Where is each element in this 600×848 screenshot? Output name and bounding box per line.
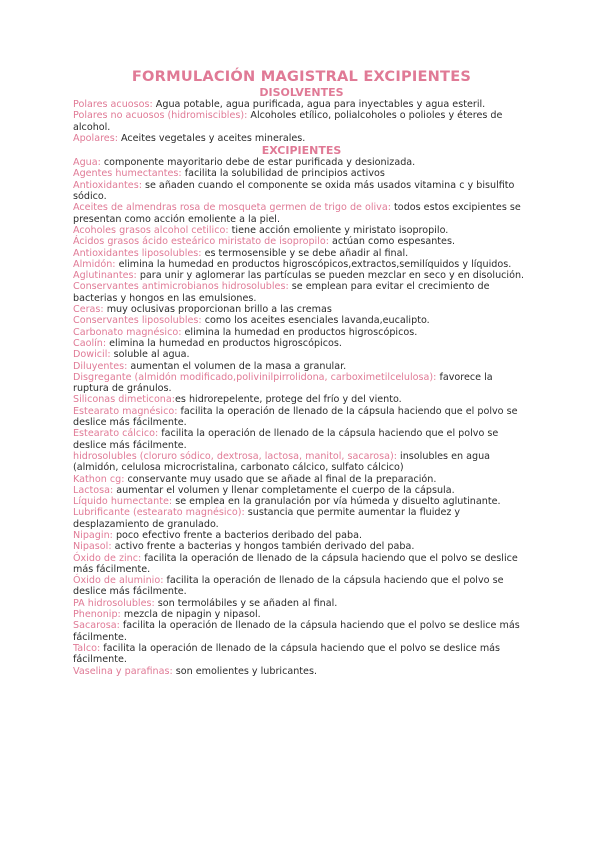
entry-text: para unir y aglomerar las partículas se pueden mezclar en seco y en disolución. [136, 270, 525, 282]
entry-text: poco efectivo frente a bacterios deribado del paba. [112, 529, 363, 541]
entry-term: Dowicil: [73, 349, 111, 361]
entry-text: facilita la solubilidad de principios activos [181, 168, 385, 180]
entry [73, 99, 530, 110]
entry-term: Aglutinantes: [73, 270, 137, 282]
entry-term: Talco: [73, 642, 101, 654]
entry-text: todos estos excipientes se presentan como acción emoliente a la piel. [73, 202, 521, 225]
document-body [73, 86, 530, 677]
entry [73, 110, 530, 133]
entry-term: Estearato cálcico: [73, 428, 159, 440]
entry-term: Agua: [73, 157, 101, 169]
entry-term: Apolares: [73, 132, 118, 144]
entry-text: aumentar el volumen y llenar completamente el cuerpo de la cápsula. [113, 484, 455, 496]
entry-term: Nipagin: [73, 529, 113, 541]
document-title: FORMULACIÓN MAGISTRAL EXCIPIENTES [131, 68, 472, 85]
entry-term: hidrosolubles (cloruro sódico, dextrosa, lactosa, manitol, sacarosa): [73, 450, 397, 462]
entry [73, 428, 530, 451]
entry [73, 248, 530, 259]
entry [73, 598, 530, 609]
entry-text: se emplean para evitar el crecimiento de bacterias y hongos en las emulsiones. [73, 281, 490, 304]
entry-term: Diluyentes: [73, 360, 128, 372]
entry-term: Agentes humectantes: [73, 168, 182, 180]
entry-text: facilita la operación de llenado de la cápsula haciendo que el polvo se deslice más fácilmente. [73, 575, 504, 598]
entry [73, 180, 530, 203]
entry [73, 338, 530, 349]
entry [73, 259, 530, 270]
entry-term: Conservantes liposolubles: [73, 315, 202, 327]
entry-text: elimina la humedad en productos higroscópicos. [106, 337, 342, 349]
entry-term: Lactosa: [73, 484, 114, 496]
entry-text: componente mayoritario debe de estar purificada y desionizada. [100, 157, 416, 169]
entry [73, 361, 530, 372]
entry [73, 168, 530, 179]
entry-text: elimina la humedad en productos higroscópicos,extractos,semilíquidos y líquidos. [115, 258, 512, 270]
entry-term: Phenonip: [73, 609, 121, 621]
entry [73, 315, 530, 326]
entry-text: facilita la operación de llenado de la cápsula haciendo que el polvo se deslice más fácilmente. [73, 405, 518, 429]
section-heading: EXCIPIENTES [261, 144, 342, 158]
entry-text: conservante muy usado que se añade al final de la preparación. [124, 473, 437, 485]
entry-term: Lubrificante (estearato magnésico): [73, 507, 245, 519]
entry-text: elimina la humedad en productos higroscópicos. [181, 326, 418, 338]
entry [73, 349, 530, 360]
entry [73, 609, 530, 620]
entry [73, 575, 530, 598]
entry-text: se añaden cuando el componente se oxida más usados vitamina c y bisulfito sódico. [73, 179, 515, 203]
entry [73, 451, 530, 474]
entry-term: Antioxidantes liposolubles: [73, 247, 202, 259]
entry-term: Líquido humectante: [73, 496, 173, 508]
entry-text: aumentan el volumen de la masa a granular. [127, 360, 347, 372]
entry-term: Polares acuosos: [73, 99, 153, 110]
entry-term: Nipasol: [73, 541, 112, 553]
entry-term: Vaselina y parafinas: [73, 665, 173, 677]
entry-term: Ceras: [73, 304, 104, 316]
entry-text: Alcoholes etílico, polialcoholes o polioles y éteres de alcohol. [73, 110, 503, 133]
entry [73, 202, 530, 225]
entry [73, 236, 530, 247]
entry-term: Óxido de zinc: [73, 552, 142, 564]
entry-text: son termolábiles y se añaden al final. [154, 597, 338, 609]
entry-term: Carbonato magnésico: [73, 326, 182, 338]
entry [73, 157, 530, 168]
entry [73, 327, 530, 338]
entry-text: es termosensible y se debe añadir al final. [201, 247, 409, 259]
entry-text: tiene acción emoliente y miristato isopropilo. [228, 224, 449, 236]
entry-term: Caolín: [73, 337, 107, 349]
entry-text: como los aceites esenciales lavanda,eucalipto. [201, 315, 430, 327]
entry [73, 620, 530, 643]
entry-text: facilita la operación de llenado de la cápsula haciendo que el polvo se deslice más fácilmente. [73, 552, 518, 575]
entry [73, 281, 530, 304]
entry [73, 304, 530, 315]
entry-term: PA hidrosolubles: [73, 597, 155, 609]
entry [73, 225, 530, 236]
entry [73, 666, 530, 677]
entry [73, 541, 530, 552]
entry [73, 372, 530, 395]
entry-text: es hidrorepelente, protege del frío y del viento. [175, 394, 402, 406]
entry-text: facilita la operación de llenado de la cápsula haciendo que el polvo se deslice más fácilmente. [73, 620, 520, 643]
entry-text: insolubles en agua (almidón, celulosa microcristalina, carbonato cálcico, sulfato cálcico) [73, 450, 491, 474]
entry-term: Ácidos grasos ácido esteárico miristato de isopropilo: [73, 236, 329, 248]
entry [73, 553, 530, 576]
entry [73, 474, 530, 485]
entry-term: Antioxidantes: [73, 179, 142, 191]
entry-text: actúan como espesantes. [328, 236, 456, 248]
entry-text: facilita la operación de llenado de la cápsula haciendo que el polvo se deslice más fácilmente. [73, 428, 499, 451]
entry-text: sustancia que permite aumentar la fluidez y desplazamiento de granulado. [73, 507, 461, 530]
entry-text: soluble al agua. [110, 349, 190, 361]
entry [73, 485, 530, 496]
entry-text: mezcla de nipagin y nipasol. [120, 609, 261, 621]
entry [73, 643, 530, 666]
entry [73, 530, 530, 541]
entry-term: Aceites de almendras rosa de mosqueta germen de trigo de oliva: [73, 202, 391, 214]
entry [73, 394, 530, 405]
entry-text: favorece la ruptura de gránulos. [73, 371, 493, 395]
section-heading: DISOLVENTES [259, 86, 344, 99]
entry-text: Aceites vegetales y aceites minerales. [117, 132, 306, 144]
entry [73, 507, 530, 530]
entry-term: Kathon cg: [73, 473, 125, 485]
entry-text: activo frente a bacterias y hongos también derivado del paba. [111, 541, 415, 553]
entry-term: Disgregante (almidón modificado,polivinilpirrolidona, carboximetilcelulosa): [73, 371, 437, 383]
entry-term: Almidón: [73, 258, 116, 270]
entry [73, 133, 530, 144]
entry-text: son emolientes y lubricantes. [172, 665, 318, 677]
entry-term: Sacarosa: [73, 620, 120, 632]
entry-term: Polares no acuosos (hidromiscibles): [73, 110, 248, 122]
entry [73, 270, 530, 281]
entry-term: Estearato magnésico: [73, 405, 178, 417]
entry-term: Acoholes grasos alcohol cetilico: [73, 224, 229, 236]
entry-term: Conservantes antimicrobianos hidrosolubles: [73, 281, 289, 293]
entry-term: Óxido de aluminio: [73, 575, 164, 587]
entry-term: Siliconas dimeticona: [73, 394, 176, 406]
entry [73, 406, 530, 429]
entry-text: Agua potable, agua purificada, agua para inyectables y agua esteril. [152, 99, 486, 110]
entry [73, 496, 530, 507]
entry-text: muy oclusivas proporcionan brillo a las cremas [103, 304, 332, 316]
entry-text: se emplea en la granulación por vía húmeda y disuelto aglutinante. [172, 496, 501, 508]
entry-text: facilita la operación de llenado de la cápsula haciendo que el polvo se deslice más fácilmente. [73, 642, 501, 666]
